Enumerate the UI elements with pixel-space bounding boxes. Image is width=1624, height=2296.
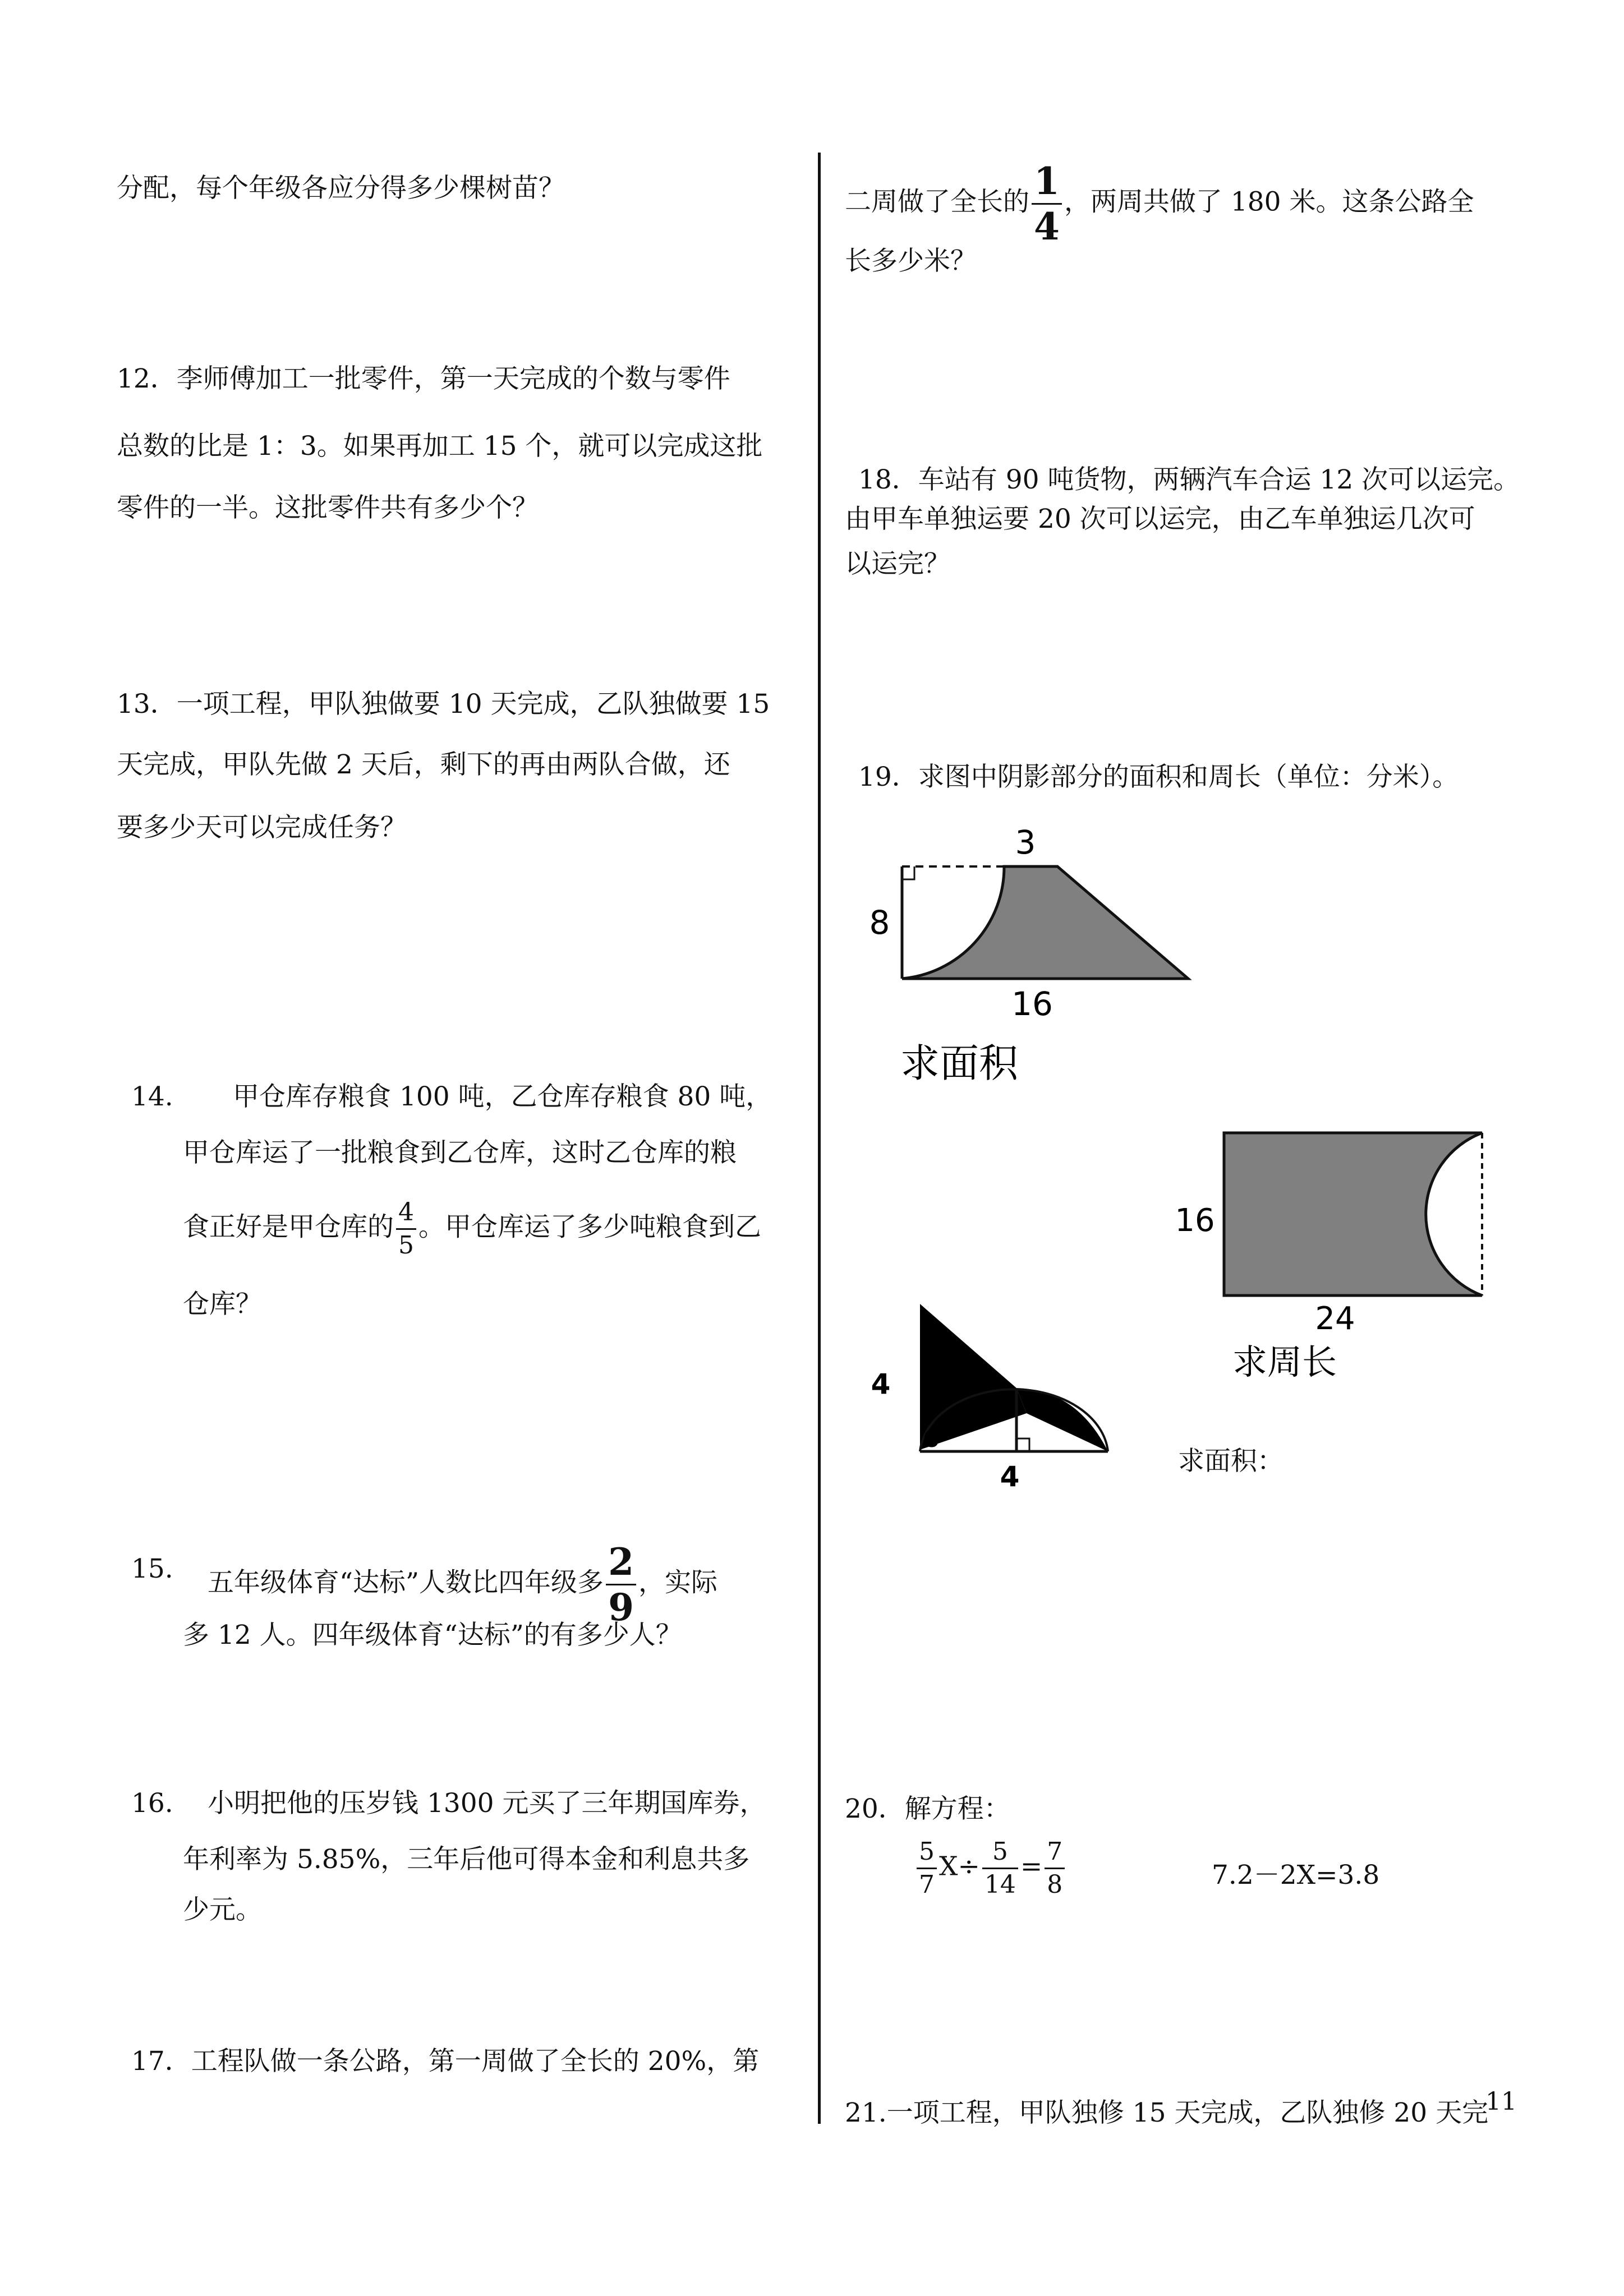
q12-line1: 12．李师傅加工一批零件，第一天完成的个数与零件 [117, 363, 730, 394]
q20-text: 20．解方程： [845, 1794, 1010, 1824]
q14-line2: 甲仓库运了一批粮食到乙仓库，这时乙仓库的粮 [183, 1137, 737, 1168]
q21-line1: 21.一项工程，甲队独修 15 天完成，乙队独修 20 天完 [845, 2097, 1489, 2128]
q12-line2: 总数的比是 1：3。如果再加工 15 个，就可以完成这批 [117, 431, 763, 462]
q14-number: 14. [131, 1081, 173, 1112]
fig1-label-top: 3 [1015, 823, 1036, 861]
q20-equation-2: 7.2－2X=3.8 [1212, 1860, 1380, 1891]
fig2-label-bottom: 24 [1315, 1301, 1355, 1337]
q16-line2: 年利率为 5.85%，三年后他可得本金和利息共多 [183, 1844, 750, 1875]
q14-line1: 甲仓库存粮食 100 吨，乙仓库存粮食 80 吨， [233, 1081, 772, 1112]
fig3-label-bottom: 4 [1000, 1460, 1020, 1493]
q15-line1-pre: 五年级体育“达标”人数比四年级多 [208, 1567, 604, 1598]
page-number: 11 [1485, 2087, 1517, 2116]
q15-frac-den: 9 [608, 1585, 634, 1629]
fig2-label-left: 16 [1175, 1202, 1215, 1239]
q16-number: 16. [131, 1788, 173, 1819]
q18-line1: 18．车站有 90 吨货物，两辆汽车合运 12 次可以运完。 [858, 464, 1520, 495]
eq1-b-num: 5 [992, 1837, 1008, 1866]
q11-tail: 分配，每个年级各应分得多少棵树苗？ [117, 173, 565, 204]
q14-line4: 仓库？ [183, 1289, 262, 1320]
eq1-var-op: X÷ [939, 1851, 980, 1882]
q15-frac-num: 2 [608, 1540, 634, 1584]
q14-line3 [183, 1200, 761, 1258]
fig2-caption: 求周长 [1232, 1341, 1337, 1382]
q14-frac-num: 4 [398, 1198, 414, 1227]
q18-line3: 以运完？ [845, 548, 950, 579]
q17-cont-line1 [845, 159, 1474, 248]
eq1-frac-a [917, 1839, 937, 1897]
eq1-frac-c [1045, 1839, 1065, 1897]
q17-cont-pre: 二周做了全长的 [845, 186, 1029, 218]
q18-line2: 由甲车单独运要 20 次可以运完，由乙车单独运几次可 [845, 504, 1475, 534]
eq1-frac-b [982, 1839, 1018, 1897]
q17-frac-num: 1 [1034, 159, 1060, 203]
fig1-label-left: 8 [869, 903, 890, 942]
q13-line3: 要多少天可以完成任务？ [117, 812, 407, 843]
fig1-right-angle-mark [902, 866, 914, 879]
q19-text: 19．求图中阴影部分的面积和周长（单位：分米）。 [858, 762, 1459, 792]
eq1-c-den: 8 [1047, 1870, 1063, 1899]
q19-figure-3 [858, 1295, 1128, 1497]
fig3-caption: 求面积： [1178, 1446, 1283, 1477]
q13-line2: 天完成，甲队先做 2 天后，剩下的再由两队合做，还 [117, 749, 730, 780]
fig2-shaded-region [1224, 1133, 1482, 1295]
q14-line3-pre: 食正好是甲仓库的 [183, 1211, 394, 1243]
q17-frac-den: 4 [1034, 205, 1060, 248]
fig1-label-bottom: 16 [1011, 985, 1053, 1023]
eq1-b-bar [982, 1868, 1018, 1869]
q14-fraction [396, 1200, 416, 1258]
eq1-c-num: 7 [1047, 1837, 1063, 1866]
fig3-right-angle-mark [1016, 1439, 1029, 1451]
q13-line1: 13．一项工程，甲队独做要 10 天完成，乙队独做要 15 [117, 689, 770, 720]
eq1-b-den: 14 [984, 1870, 1016, 1899]
q16-line1: 小明把他的压岁钱 1300 元买了三年期国库券， [208, 1788, 766, 1819]
column-divider [818, 153, 821, 2124]
eq1-equals: = [1020, 1851, 1043, 1882]
q15-line1-post: ，实际 [638, 1567, 717, 1598]
eq1-a-num: 5 [919, 1837, 935, 1866]
fig3-label-corner: 6 [923, 1425, 940, 1453]
eq1-c-bar [1045, 1868, 1065, 1869]
q12-line3: 零件的一半。这批零件共有多少个？ [117, 492, 539, 523]
q20-equation-1 [914, 1839, 1067, 1897]
q14-line3-post: 。甲仓库运了多少吨粮食到乙 [418, 1211, 761, 1243]
q19-figure-1 [858, 819, 1217, 1094]
fig1-caption: 求面积 [900, 1040, 1018, 1086]
eq1-a-bar [917, 1868, 937, 1869]
q17-cont-post: ，两周共做了 180 米。这条公路全 [1064, 186, 1474, 218]
q16-line3: 少元。 [183, 1894, 262, 1925]
q15-number: 15. [131, 1553, 173, 1584]
eq1-a-den: 7 [919, 1870, 935, 1899]
fig3-label-left: 4 [871, 1368, 891, 1400]
q14-frac-den: 5 [398, 1231, 414, 1260]
q15-line2: 多 12 人。四年级体育“达标”的有多少人？ [183, 1620, 682, 1650]
q19-figure-2 [1172, 1122, 1498, 1391]
q17-fraction [1032, 159, 1062, 248]
q17-line1: 17．工程队做一条公路，第一周做了全长的 20%，第 [131, 2046, 760, 2077]
fig1-shaded-region [902, 866, 1188, 979]
q17-cont-line2: 长多少米？ [845, 246, 977, 276]
q14-frac-bar [396, 1228, 416, 1230]
